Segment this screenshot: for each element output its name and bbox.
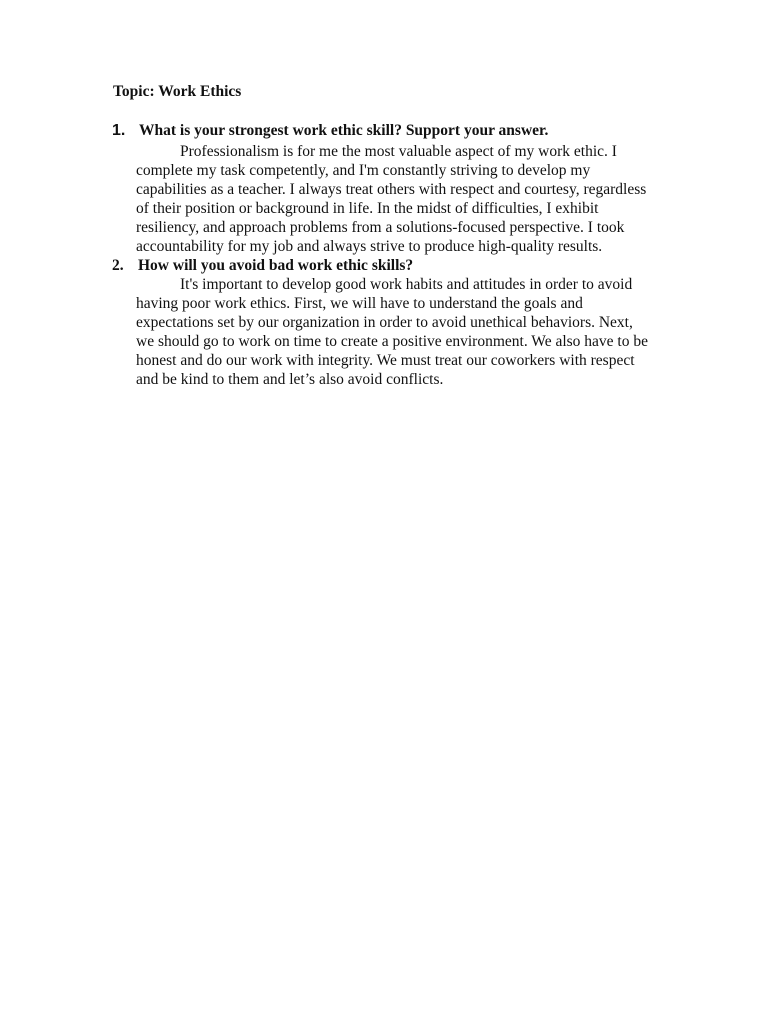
answer-2-line: we should go to work on time to create a positive environment. We also have to be (136, 333, 648, 350)
answer-1 (136, 142, 726, 256)
answer-1-line: capabilities as a teacher. I always treat others with respect and courtesy, regardless (136, 181, 647, 198)
question-1-number: 1. (112, 122, 126, 139)
answer-1-line: of their position or background in life. In the midst of difficulties, I exhibit (136, 200, 599, 217)
question-2-text: How will you avoid bad work ethic skills? (138, 257, 414, 274)
answer-1-line: resiliency, and approach problems from a solutions-focused perspective. I took (136, 219, 625, 236)
answer-2-line: having poor work ethics. First, we will have to understand the goals and (136, 295, 583, 312)
question-2 (112, 256, 413, 276)
document-topic: Topic: Work Ethics (113, 83, 242, 100)
answer-1-line: accountability for my job and always strive to produce high-quality results. (136, 238, 603, 255)
answer-2-line: expectations set by our organization in order to avoid unethical behaviors. Next, (136, 314, 633, 331)
answer-2-line: It's important to develop good work habits and attitudes in order to avoid (180, 276, 633, 293)
question-1-text: What is your strongest work ethic skill? Support your answer. (139, 122, 549, 139)
answer-1-line: complete my task competently, and I'm constantly striving to develop my (136, 162, 591, 179)
answer-2-line: honest and do our work with integrity. We must treat our coworkers with respect (136, 352, 635, 369)
question-1 (112, 121, 548, 141)
answer-2-line: and be kind to them and let’s also avoid conflicts. (136, 371, 444, 388)
question-2-number: 2. (112, 257, 124, 274)
answer-1-line: Professionalism is for me the most valuable aspect of my work ethic. I (180, 143, 617, 160)
answer-2 (136, 275, 726, 389)
